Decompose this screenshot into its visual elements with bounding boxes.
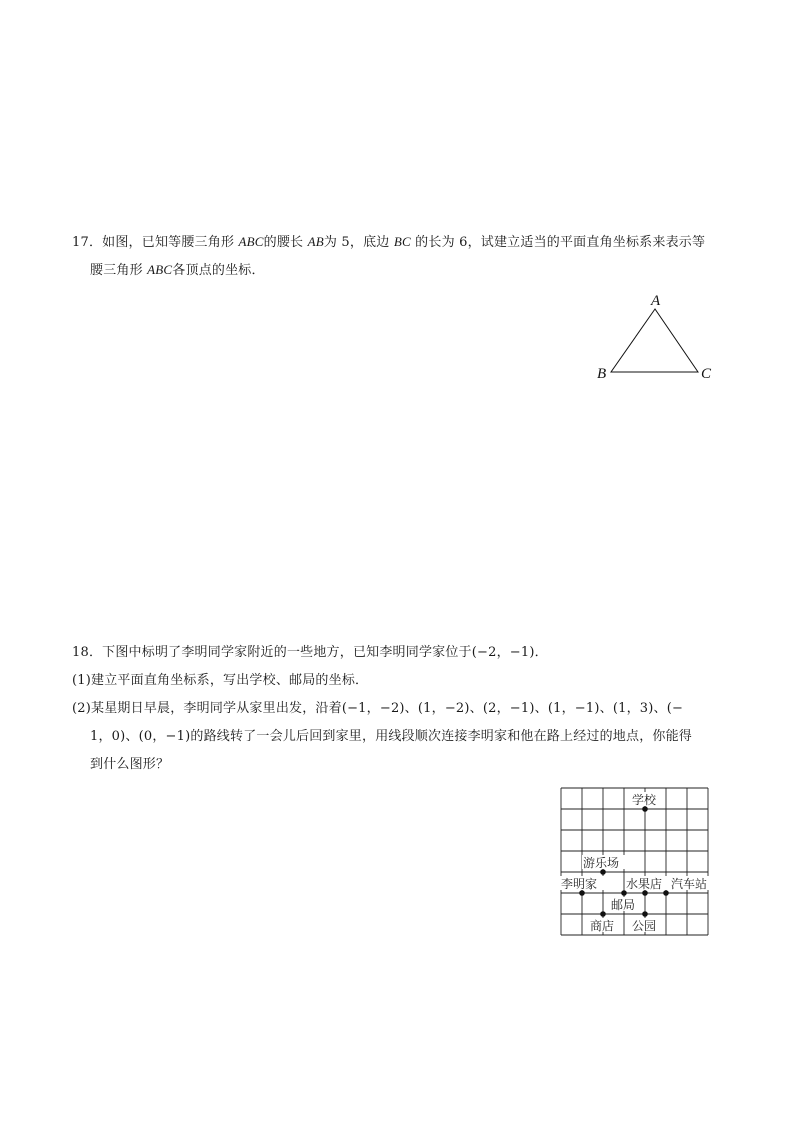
label-fruit-shop: 水果店 bbox=[626, 877, 663, 891]
math-ab: AB bbox=[307, 234, 324, 249]
q17-number: 17． bbox=[72, 235, 103, 250]
label-amusement-park: 游乐场 bbox=[583, 856, 620, 870]
q18-line-1: 18．下图中标明了李明同学家附近的一些地方，已知李明同学家位于(−2，−1)． bbox=[72, 645, 548, 660]
dot-store bbox=[600, 911, 606, 917]
label-post-office: 邮局 bbox=[611, 898, 636, 912]
q18-part-2-line-1: (2)某星期日早晨，李明同学从家里出发，沿着(−1，−2)、(1，−2)、(2，−1)、(1，−1)、(1，3)、(− bbox=[72, 701, 684, 716]
label-park: 公园 bbox=[632, 919, 657, 933]
dot-home bbox=[579, 890, 585, 896]
dot-fruit-shop bbox=[642, 890, 648, 896]
label-home: 李明家 bbox=[561, 877, 598, 891]
q18-part-2-line-2: 1，0)、(0，−1)的路线转了一会儿后回到家里，用线段顺次连接李明家和他在路上经过的地点，你能得 bbox=[90, 729, 692, 744]
dot-park bbox=[642, 911, 648, 917]
q17-text: 腰三角形 bbox=[90, 263, 148, 278]
label-store: 商店 bbox=[590, 919, 615, 933]
dot-post-office bbox=[621, 890, 627, 896]
q17-text: 各顶点的坐标． bbox=[172, 263, 265, 278]
vertex-label-b: B bbox=[597, 366, 607, 382]
label-bus-station: 汽车站 bbox=[671, 877, 708, 891]
q18-part-1: (1)建立平面直角坐标系，写出学校、邮局的坐标． bbox=[72, 673, 369, 688]
dot-school bbox=[642, 806, 648, 812]
q17-text: 为 5，底边 bbox=[323, 235, 394, 250]
dot-bus-station bbox=[663, 890, 669, 896]
q17-text: 如图，已知等腰三角形 bbox=[102, 235, 239, 250]
math-abc: ABC bbox=[147, 262, 173, 277]
math-bc: BC bbox=[393, 234, 411, 249]
q17-text: 的长为 6，试建立适当的平面直角坐标系来表示等 bbox=[410, 235, 706, 250]
q18-part-2-line-3: 到什么图形？ bbox=[90, 757, 170, 772]
vertex-label-a: A bbox=[651, 293, 661, 309]
math-abc: ABC bbox=[238, 234, 264, 249]
q17-text: 的腰长 bbox=[263, 235, 308, 250]
label-school: 学校 bbox=[632, 793, 657, 807]
dot-amusement-park bbox=[600, 869, 606, 875]
vertex-label-c: C bbox=[701, 366, 712, 382]
